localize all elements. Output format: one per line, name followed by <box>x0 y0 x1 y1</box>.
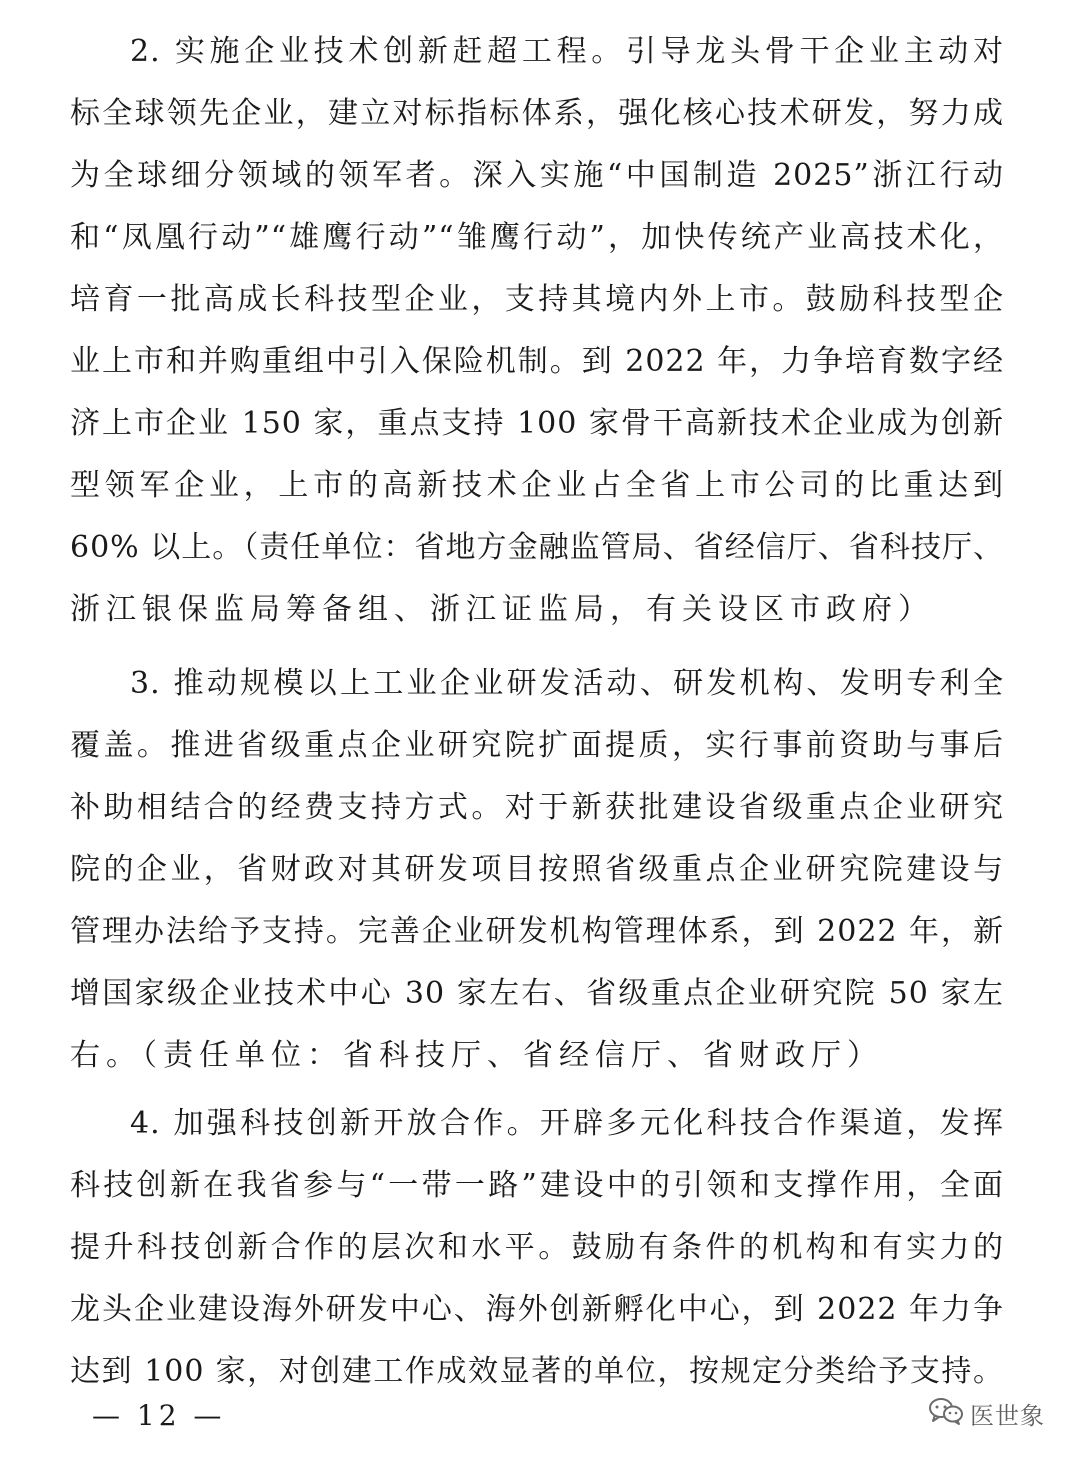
paragraph-4-line-3: 提升科技创新合作的层次和水平。鼓励有条件的机构和有实力的 <box>70 1230 1004 1265</box>
paragraph-3-line-6: 增国家级企业技术中心 30 家左右、省级重点企业研究院 50 家左 <box>70 976 1004 1011</box>
wechat-watermark <box>928 1393 1045 1433</box>
paragraph-2-line-6: 业上市和并购重组中引入保险机制。到 2022 年，力争培育数字经 <box>70 344 1004 379</box>
paragraph-3-line-1: 3. 推动规模以上工业企业研发活动、研发机构、发明专利全 <box>130 666 1004 701</box>
paragraph-3-line-5: 管理办法给予支持。完善企业研发机构管理体系，到 2022 年，新 <box>70 914 1004 949</box>
paragraph-4-line-1: 4. 加强科技创新开放合作。开辟多元化科技合作渠道，发挥 <box>130 1106 1004 1141</box>
page-number: — 12 — <box>92 1399 226 1432</box>
paragraph-3-line-2: 覆盖。推进省级重点企业研究院扩面提质，实行事前资助与事后 <box>70 728 1004 763</box>
paragraph-2-line-2: 标全球领先企业，建立对标指标体系，强化核心技术研发，努力成 <box>70 96 1004 131</box>
wechat-icon <box>928 1396 964 1430</box>
watermark-label: 医世象 <box>970 1401 1045 1430</box>
paragraph-2-line-8: 型领军企业，上市的高新技术企业占全省上市公司的比重达到 <box>70 468 1004 503</box>
paragraph-2-line-3: 为全球细分领域的领军者。深入实施“中国制造 2025”浙江行动 <box>70 158 1004 193</box>
paragraph-4-line-5: 达到 100 家，对创建工作成效显著的单位，按规定分类给予支持。 <box>70 1354 1004 1389</box>
paragraph-2-line-4: 和“凤凰行动”“雄鹰行动”“雏鹰行动”，加快传统产业高技术化， <box>70 220 1004 255</box>
paragraph-3-line-3: 补助相结合的经费支持方式。对于新获批建设省级重点企业研究 <box>70 790 1004 825</box>
paragraph-2-line-5: 培育一批高成长科技型企业，支持其境内外上市。鼓励科技型企 <box>70 282 1004 317</box>
paragraph-2-line-7: 济上市企业 150 家，重点支持 100 家骨干高新技术企业成为创新 <box>70 406 1004 441</box>
paragraph-2-line-9: 60% 以上。（责任单位：省地方金融监管局、省经信厅、省科技厅、 <box>70 530 1004 565</box>
paragraph-3-line-7: 右。（责任单位：省科技厅、省经信厅、省财政厅） <box>70 1038 883 1073</box>
paragraph-2-line-1: 2. 实施企业技术创新赶超工程。引导龙头骨干企业主动对 <box>130 34 1004 69</box>
paragraph-4-line-2: 科技创新在我省参与“一带一路”建设中的引领和支撑作用，全面 <box>70 1168 1004 1203</box>
paragraph-4-line-4: 龙头企业建设海外研发中心、海外创新孵化中心，到 2022 年力争 <box>70 1292 1004 1327</box>
paragraph-2-line-10: 浙江银保监局筹备组、浙江证监局，有关设区市政府） <box>70 592 934 627</box>
paragraph-3-line-4: 院的企业，省财政对其研发项目按照省级重点企业研究院建设与 <box>70 852 1004 887</box>
